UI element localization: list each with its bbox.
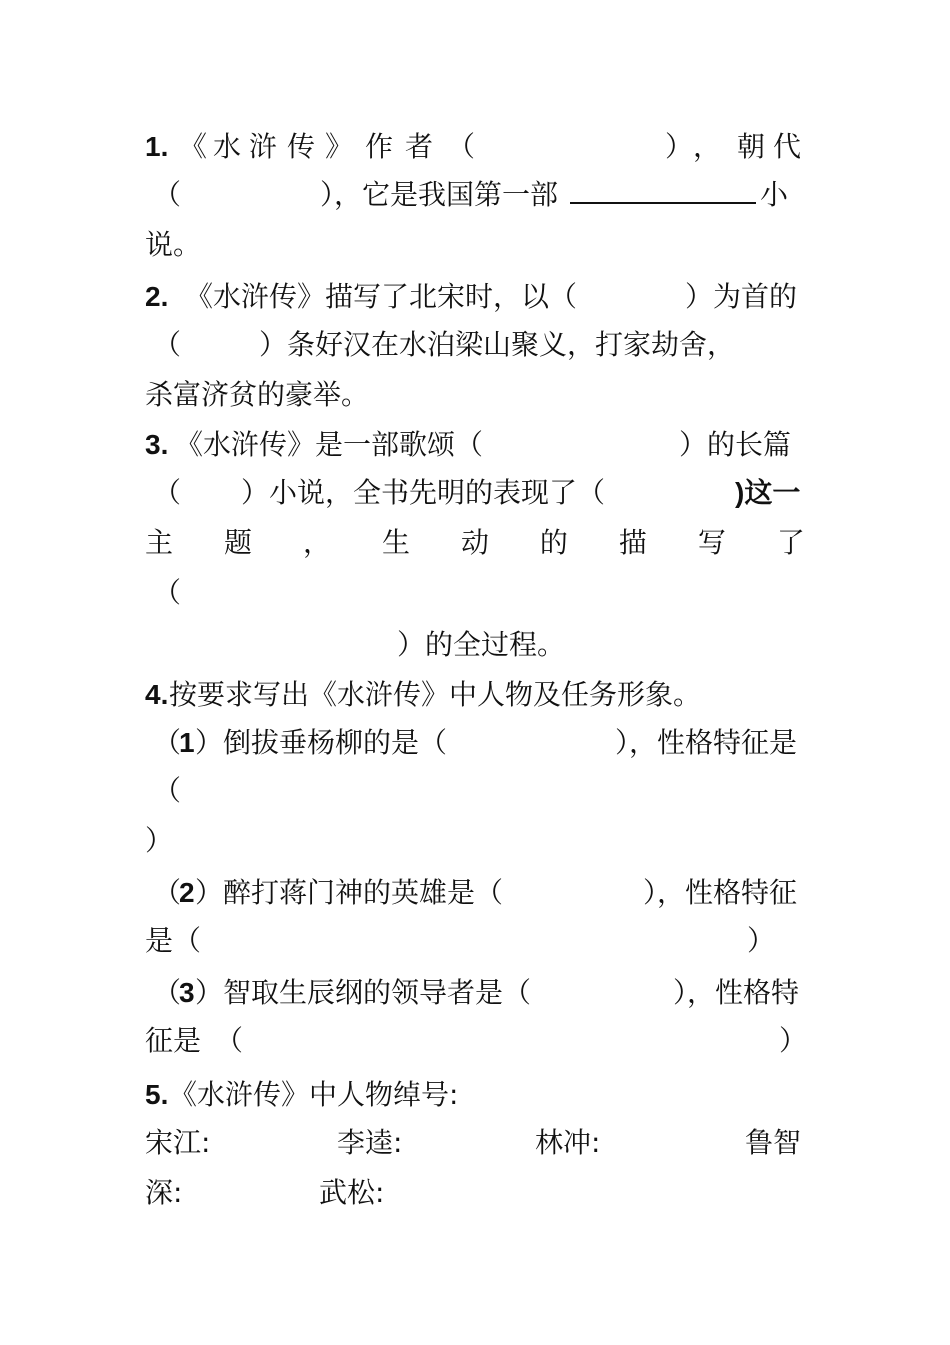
q2-number: 2. [145,281,169,312]
q3-line-3-char: 主 [145,526,174,559]
q4-item-1-line-1 [145,718,805,768]
q1-line-1-char: 朝 [737,130,766,163]
q4-item-2-line-1 [145,868,805,918]
q1-line-1-char: 水 [213,130,242,163]
q4-item-number: 1 [179,727,195,758]
nickname-label: 宋江: [145,1126,211,1159]
q4-item-1-line-2 [145,766,805,816]
q3-number: 3. [145,429,169,460]
q1-line-1-char: 《 [179,130,208,163]
nickname-label: 鲁智 [745,1126,802,1159]
q4-item-2-line-2 [145,916,805,966]
q1-line-1-char: 浒 [249,130,278,163]
q4-item-close-paren: ） [779,1024,808,1057]
q4-item-3-line-1 [145,968,805,1018]
q4-item-close-paren: ） [145,824,174,857]
q2-text: ）条好汉在水泊梁山聚义，打家劫舍， [259,328,736,361]
q1-line-2 [145,170,805,220]
q3-text: 《水浒传》是一部歌颂（ [175,428,484,461]
nickname-label: 李逵: [337,1126,403,1159]
q1-line-1 [145,122,805,172]
nickname-label: 深: [145,1176,183,1209]
q3-text: ）的全过程。 [397,628,566,661]
q4-item-text: ）倒拔垂杨柳的是（ [195,726,448,759]
q1-line-1-char: 代 [773,130,802,163]
q4-item-3-line-2 [145,1016,808,1066]
q1-text: ），它是我国第一部 [320,178,559,211]
q4-item-1-line-3 [145,816,805,866]
q1-line-1-char: 》 [325,130,354,163]
q3-line-3-char: 写 [697,526,726,559]
q1-number: 1. [145,131,169,162]
q3-line-1 [145,420,805,470]
q3-line-3-char: ， [302,526,331,559]
q4-item-number: 3 [179,977,195,1008]
q4-item-number: 2 [179,877,195,908]
q1-line-1-char: （ [447,130,476,163]
q3-text: ）小说，全书先明的表现了（ [241,476,606,509]
q4-item-text: 征是 （ [145,1024,244,1057]
q3-text-end: )这一 [735,477,801,508]
q3-open-paren: （ [153,476,182,509]
q3-line-2 [145,468,805,518]
q2-open-paren: （ [153,328,182,361]
q5-nickname-row-2 [145,1168,805,1218]
q4-number: 4. [145,679,169,710]
q3-line-3-char: 的 [539,526,568,559]
q3-line-5 [145,620,805,670]
q3-line-3-char: 了 [776,526,805,559]
q2-text: ）为首的 [685,280,798,313]
q1-line-1-char: 作 [365,130,394,163]
q4-item-text: ）智取生辰纲的领导者是（ [195,976,532,1009]
q5-title: 《水浒传》中人物绰号: [169,1078,459,1111]
q4-item-text: ）醉打蒋门神的英雄是（ [195,876,504,909]
q3-line-3-char: 描 [618,526,647,559]
q4-item-text: ），性格特 [673,976,800,1009]
q4-item-text: 是（ [145,924,202,957]
q4-item-open-paren: （ [153,876,182,909]
q3-line-3-char: 动 [460,526,489,559]
q1-line-1-char: ， [693,130,722,163]
q1-line-3: 说。 [145,228,202,261]
q4-item-open-paren: （ [153,774,182,807]
q4-item-close-paren: ） [747,924,776,957]
q4-title-line [145,670,805,720]
q3-line-4 [145,568,805,618]
q3-open-paren: （ [153,576,182,609]
q2-line-1 [145,272,805,322]
q3-line-3 [145,518,805,568]
q4-title: 按要求写出《水浒传》中人物及任务形象。 [169,678,702,711]
q1-line-1-char: ） [665,130,694,163]
q3-line-3-char: 题 [223,526,252,559]
nickname-label: 武松: [319,1176,385,1209]
q2-line-3: 杀富济贫的豪举。 [145,378,370,411]
q1-line-1-char: 传 [287,130,316,163]
nickname-label: 林冲: [535,1126,601,1159]
q4-item-open-paren: （ [153,976,182,1009]
q2-line-2 [145,320,805,370]
q1-line-1-char: 者 [405,130,434,163]
q5-number: 5. [145,1079,169,1110]
q4-item-text: ），性格特征是 [615,726,798,759]
q4-item-text: ），性格特征 [643,876,798,909]
q3-line-3-char: 生 [381,526,410,559]
q2-text: 《水浒传》描写了北宋时，以（ [185,280,578,313]
q1-text-end: 小 [760,178,789,211]
q5-title-line [145,1070,805,1120]
q5-nickname-row-1 [145,1118,805,1168]
q4-item-open-paren: （ [153,726,182,759]
q3-text: ）的长篇 [679,428,792,461]
q1-answer-underline [570,182,756,204]
q1-line-2-text [320,170,788,220]
q1-open-paren: （ [153,178,182,211]
